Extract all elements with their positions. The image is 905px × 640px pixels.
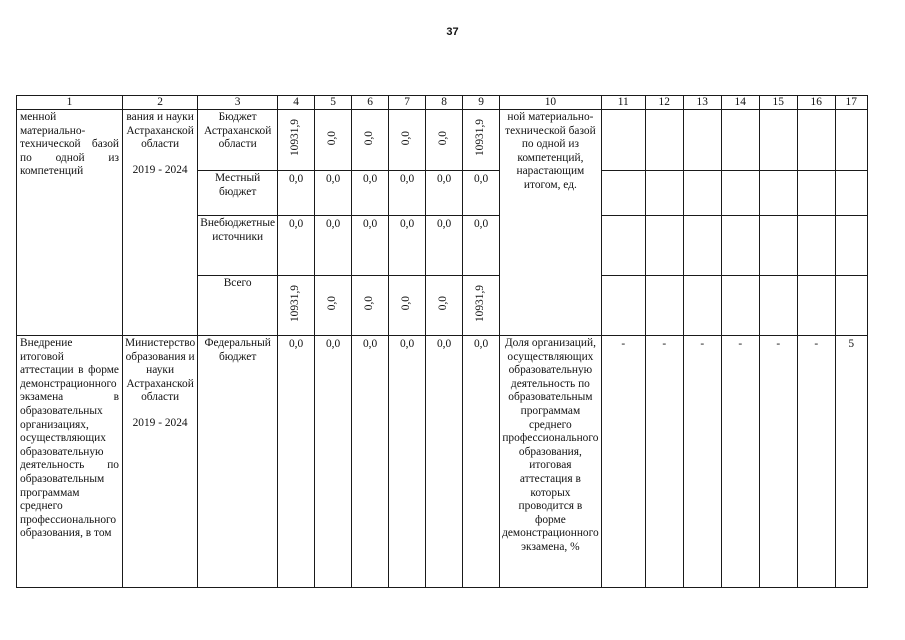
indicator-cell <box>721 216 759 276</box>
funding-value: 0,0 <box>315 336 352 588</box>
indicator-cell <box>797 276 835 336</box>
indicator-cell <box>645 171 683 216</box>
column-number-row <box>17 96 868 110</box>
funding-value: 0,0 <box>389 110 426 171</box>
indicator-value: - <box>645 336 683 588</box>
funding-value: 0,0 <box>426 110 463 171</box>
column-number: 1 <box>17 96 123 110</box>
indicator-cell <box>759 110 797 171</box>
column-number: 5 <box>315 96 352 110</box>
responsible-executor <box>123 110 198 336</box>
funding-value: 0,0 <box>352 216 389 276</box>
indicator-cell <box>721 171 759 216</box>
funding-value: 0,0 <box>315 216 352 276</box>
activity-description: менной материально-технической базой по одной из компетенций <box>17 110 123 336</box>
indicator-cell <box>835 216 867 276</box>
indicator-value: - <box>601 336 645 588</box>
column-number: 14 <box>721 96 759 110</box>
page-number: 37 <box>446 26 459 38</box>
funding-value: 0,0 <box>352 276 389 336</box>
indicator-value: - <box>797 336 835 588</box>
column-number: 7 <box>389 96 426 110</box>
funding-value: 0,0 <box>352 110 389 171</box>
funding-value: 0,0 <box>426 336 463 588</box>
indicator-value: 5 <box>835 336 867 588</box>
implementation-period: 2019 - 2024 <box>132 416 188 429</box>
indicator-cell <box>645 110 683 171</box>
indicator-cell <box>601 171 645 216</box>
indicator-cell <box>797 110 835 171</box>
column-number: 10 <box>500 96 602 110</box>
indicator-cell <box>759 171 797 216</box>
funding-value: 0,0 <box>389 216 426 276</box>
funding-value: 0,0 <box>352 171 389 216</box>
table-row <box>17 110 868 171</box>
funding-value: 0,0 <box>463 336 500 588</box>
funding-value: 0,0 <box>278 216 315 276</box>
target-indicator: Доля организаций, осуществляющих образовательную деятельность по образовательным программам среднего профессионального образования, итоговая аттестация в которых проводится в форме демонстрационного экзамена, % <box>500 336 602 588</box>
funding-value: 0,0 <box>278 171 315 216</box>
funding-source: Внебюджетные источники <box>198 216 278 276</box>
column-number: 9 <box>463 96 500 110</box>
funding-source: Бюджет Астраханской области <box>198 110 278 171</box>
indicator-cell <box>759 216 797 276</box>
program-table <box>16 95 868 588</box>
indicator-cell <box>721 110 759 171</box>
indicator-value: - <box>683 336 721 588</box>
column-number: 4 <box>278 96 315 110</box>
indicator-value: - <box>721 336 759 588</box>
funding-value: 10931,9 <box>463 110 500 171</box>
indicator-cell <box>601 276 645 336</box>
funding-value: 0,0 <box>315 110 352 171</box>
funding-source: Местный бюджет <box>198 171 278 216</box>
funding-value: 0,0 <box>389 336 426 588</box>
target-indicator: ной материально-технической базой по одной из компетенций, нарастающим итогом, ед. <box>500 110 602 336</box>
indicator-cell <box>835 110 867 171</box>
funding-value: 0,0 <box>315 276 352 336</box>
implementation-period: 2019 - 2024 <box>132 163 188 176</box>
column-number: 17 <box>835 96 867 110</box>
indicator-cell <box>721 276 759 336</box>
funding-value: 0,0 <box>278 336 315 588</box>
indicator-cell <box>683 216 721 276</box>
funding-value: 10931,9 <box>278 110 315 171</box>
indicator-cell <box>601 216 645 276</box>
funding-value: 0,0 <box>463 216 500 276</box>
executor-name: Министерство образования и науки Астраханской области <box>125 337 196 404</box>
indicator-cell <box>759 276 797 336</box>
indicator-cell <box>835 276 867 336</box>
indicator-cell <box>645 216 683 276</box>
indicator-cell <box>797 216 835 276</box>
funding-value: 10931,9 <box>278 276 315 336</box>
funding-value: 0,0 <box>426 171 463 216</box>
funding-source: Федеральный бюджет <box>198 336 278 588</box>
funding-value: 0,0 <box>463 171 500 216</box>
funding-source: Всего <box>198 276 278 336</box>
funding-value: 0,0 <box>426 216 463 276</box>
indicator-cell <box>683 171 721 216</box>
column-number: 8 <box>426 96 463 110</box>
column-number: 12 <box>645 96 683 110</box>
funding-value: 0,0 <box>389 276 426 336</box>
indicator-cell <box>601 110 645 171</box>
funding-value: 10931,9 <box>463 276 500 336</box>
column-number: 6 <box>352 96 389 110</box>
activity-description: Внедрение итоговой аттестации в форме демонстрационного экзамена в образовательных организациях, осуществляющих образовательную деятельность по образовательным программам среднего профессионального образования, в том <box>17 336 123 588</box>
funding-value: 0,0 <box>352 336 389 588</box>
indicator-cell <box>683 110 721 171</box>
responsible-executor <box>123 336 198 588</box>
column-number: 15 <box>759 96 797 110</box>
indicator-cell <box>835 171 867 216</box>
column-number: 3 <box>198 96 278 110</box>
column-number: 2 <box>123 96 198 110</box>
column-number: 13 <box>683 96 721 110</box>
indicator-cell <box>797 171 835 216</box>
indicator-value: - <box>759 336 797 588</box>
indicator-cell <box>683 276 721 336</box>
funding-value: 0,0 <box>426 276 463 336</box>
funding-value: 0,0 <box>389 171 426 216</box>
indicator-cell <box>645 276 683 336</box>
executor-name: вания и науки Астраханской области <box>126 111 194 151</box>
column-number: 11 <box>601 96 645 110</box>
table-row <box>17 336 868 588</box>
funding-value: 0,0 <box>315 171 352 216</box>
column-number: 16 <box>797 96 835 110</box>
